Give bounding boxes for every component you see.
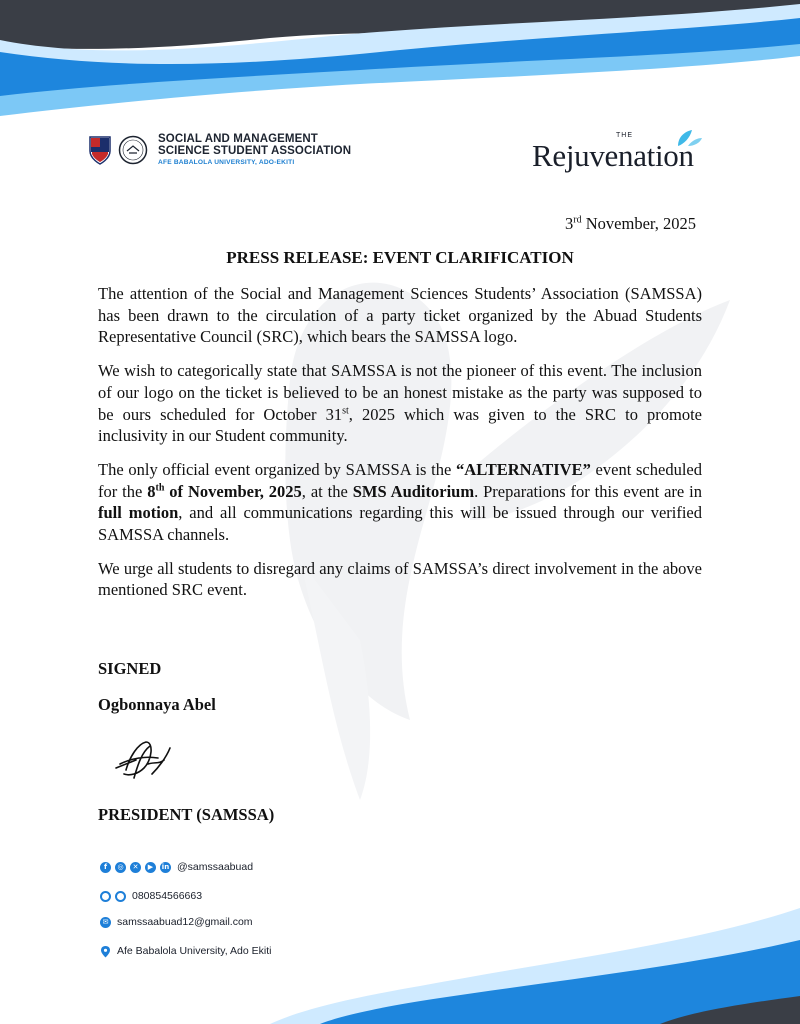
brand-name: Rejuvenation [532,138,694,173]
phone-row [100,889,202,903]
paragraph-1: The attention of the Social and Management Sciences Students’ Association (SAMSSA) has been drawn to the circulation of a party ticket organized by the Abuad Students Representative Council (SRC), which bears the SAMSSA logo. [98,284,702,347]
address: Afe Babalola University, Ado Ekiti [117,945,272,957]
organization-header [88,134,351,167]
email-row [100,915,253,929]
social-handle[interactable]: @samssaabuad [177,861,254,873]
brand-small-text: THE [616,132,633,139]
leaf-icon [674,128,704,148]
phone-number[interactable]: 080854566663 [132,890,203,902]
email-icon: ✉ [100,917,111,928]
x-icon: ✕ [130,862,141,873]
email-address[interactable]: samssaabuad12@gmail.com [117,916,253,928]
signed-label: SIGNED [98,659,162,678]
whatsapp-icon [115,891,126,902]
paragraph-3: The only official event organized by SAMSSA is the “ALTERNATIVE” event scheduled for the 8th of November, 2025, at the SMS Auditorium. Preparations for this event are in full motion, and all communications regarding this will be issued through our verified SAMSSA channels. [98,459,703,545]
paragraph-2: We wish to categorically state that SAMSSA is not the pioneer of this event. The inclusion of our logo on the ticket is believed to be an honest mistake as the party was supposed to be ours scheduled for October 31st, 2025 which was given to the SRC to promote inclusivity in our Student community. [98,361,702,446]
signer-name: Ogbonnaya Abel [98,695,216,714]
org-name-line1: SOCIAL AND MANAGEMENT [158,133,318,145]
signer-role: PRESIDENT (SAMSSA) [98,805,275,824]
letter-body [98,283,702,613]
address-row [100,944,271,958]
paragraph-4: We urge all students to disregard any claims of SAMSSA’s direct involvement in the above mentioned SRC event. [98,558,702,600]
press-release-title: PRESS RELEASE: EVENT CLARIFICATION [226,248,574,267]
handwritten-signature [112,734,176,784]
location-icon [100,945,111,958]
university-crest-logo [88,135,112,165]
rejuvenation-brand [532,132,712,176]
linkedin-icon: in [161,863,170,871]
youtube-icon: ▶ [145,862,156,873]
social-row [100,860,253,874]
org-university: AFE BABALOLA UNIVERSITY, ADO-EKITI [158,159,295,166]
phone-icon [100,891,111,902]
facebook-icon: f [100,862,111,873]
letter-date: 3rd November, 2025 [565,214,696,233]
instagram-icon: ◎ [115,862,126,873]
org-name-line2: SCIENCE STUDENT ASSOCIATION [158,144,352,157]
samssa-logo [118,135,148,165]
